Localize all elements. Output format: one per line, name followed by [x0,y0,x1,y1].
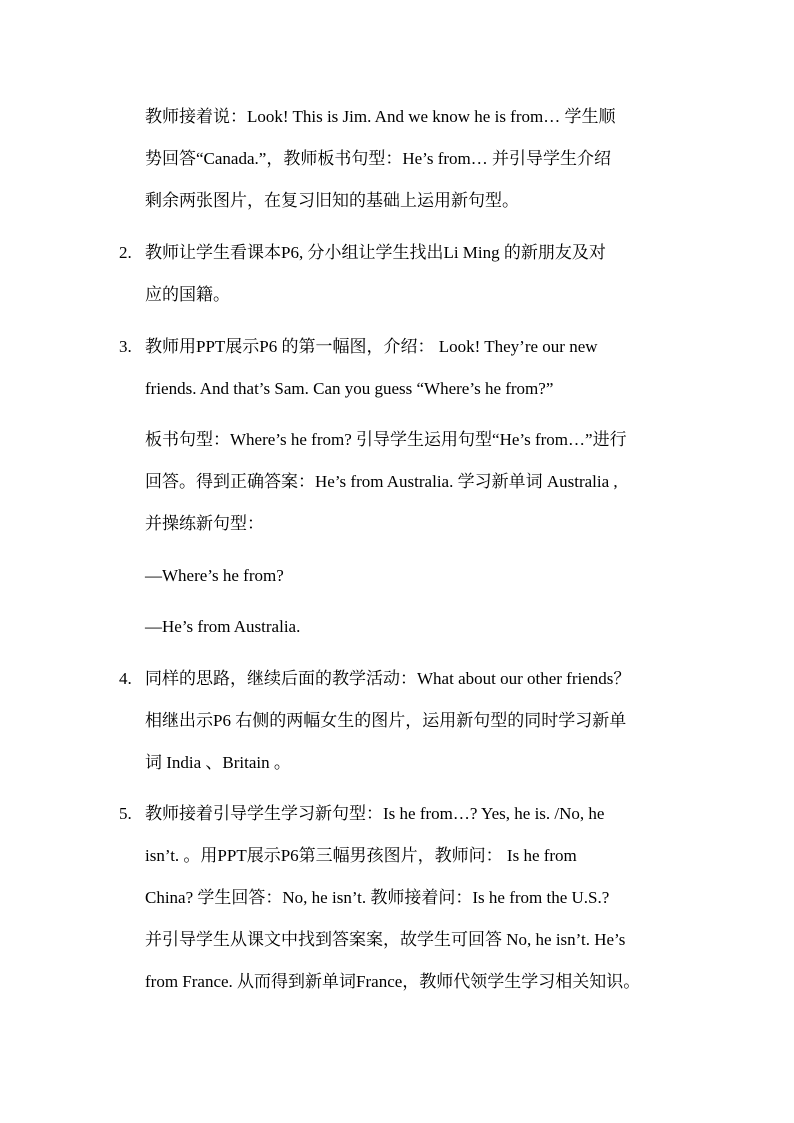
intro-line: 势回答“Canada.”，教师板书句型：He’s from… 并引导学生介绍 [145,149,612,168]
step-text-line: 同样的思路，继续后面的教学活动：What about our other friends？ [145,669,631,688]
step-text-line: 教师接着引导学生学习新句型：Is he from…? Yes, he is. /No, he [145,804,605,823]
step-text-line: friends. And that’s Sam. Can you guess “Where’s he from?” [145,379,554,398]
step-text-line: 并引导学生从课文中找到答案案，故学生可回答 No, he isn’t. He’s [145,930,626,949]
step-text-line: 并操练新句型： [145,514,264,533]
dialogue-line: —He’s from Australia. [145,617,301,636]
step-text-line: 相继出示P6 右侧的两幅女生的图片，运用新句型的同时学习新单 [145,711,627,730]
step-text-line: 词 India 、Britain 。 [145,753,291,772]
step-text-line: 回答。得到正确答案：He’s from Australia. 学习新单词 Australia , [145,472,618,491]
step-number: 2. [119,243,132,262]
step-text-line: from France. 从而得到新单词France，教师代领学生学习相关知识。 [145,972,641,991]
intro-line: 教师接着说：Look! This is Jim. And we know he is from… 学生顺 [145,107,616,126]
step-text-line: 应的国籍。 [145,285,230,304]
step-text-line: 板书句型：Where’s he from? 引导学生运用句型“He’s from…”进行 [145,430,627,449]
intro-line: 剩余两张图片，在复习旧知的基础上运用新句型。 [145,191,519,210]
step-number: 4. [119,669,132,688]
step-text-line: China? 学生回答：No, he isn’t. 教师接着问：Is he from the U.S.? [145,888,610,907]
step-number: 3. [119,337,132,356]
step-number: 5. [119,804,132,823]
step-text-line: 教师用PPT展示P6 的第一幅图，介绍： Look! They’re our new [145,337,598,356]
step-text-line: 教师让学生看课本P6, 分小组让学生找出Li Ming 的新朋友及对 [145,243,606,262]
step-text-line: isn’t. 。用PPT展示P6第三幅男孩图片，教师问： Is he from [145,846,577,865]
dialogue-line: —Where’s he from? [145,566,284,585]
